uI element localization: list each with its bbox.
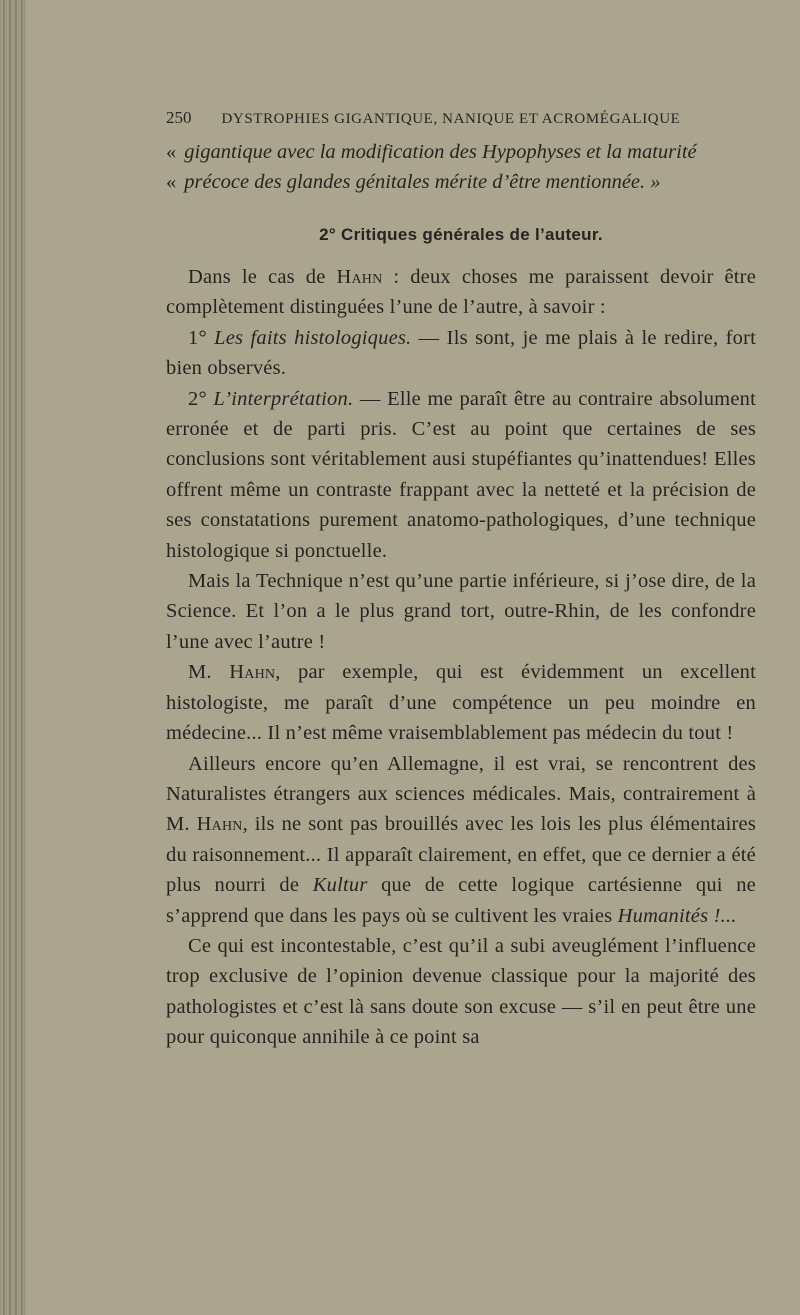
emphasis-humanites: Humanités !... bbox=[617, 904, 737, 927]
body-text bbox=[166, 262, 756, 1053]
running-header bbox=[166, 108, 682, 128]
quote-mark: « bbox=[166, 141, 177, 163]
paragraph: Ce qui est incontestable, c’est qu’il a subi aveuglément l’influence trop exclusive de l’opinion devenue classique pour la majorité des pathologistes et c’est là sans doute son excuse — s’il en peut être une pour quiconque annihile à ce point sa bbox=[166, 934, 756, 1049]
paragraph: M. Hahn, par exemple, qui est évidemment un excellent histologiste, me paraît d’une compétence un peu moindre en médecine... Il n’est même vraisemblablement pas médecin du tout ! bbox=[166, 661, 757, 745]
item-title: Les faits histologiques. bbox=[214, 326, 412, 349]
quote-mark: « bbox=[166, 171, 177, 193]
author-name: Hahn bbox=[229, 661, 276, 684]
running-title: DYSTROPHIES GIGANTIQUE, NANIQUE ET ACROMÉGALIQUE bbox=[221, 111, 681, 127]
paragraph: Ailleurs encore qu’en Allemagne, il est vrai, se rencontrent des Naturalistes étrangers aux sciences médicales. Mais, contrairement à M. Hahn, ils ne sont pas brouillés avec les lois les plus élémentaires du raisonnement... Il apparaît clairement, en effet, que ce dernier a été plus nourri de Kultur que de cette logique cartésienne qui ne s’apprend que dans les pays où se cultivent les vraies Humanités !... bbox=[166, 752, 756, 927]
section-title: 2° Critiques générales de l’auteur. bbox=[319, 225, 603, 244]
quote-text-2: précoce des glandes génitales mérite d’être mentionnée. » bbox=[184, 171, 661, 193]
paragraph: Mais la Technique n’est qu’une partie inférieure, si j’ose dire, de la Science. Et l’on a le plus grand tort, outre-Rhin, de les confondre l’une avec l’autre ! bbox=[166, 570, 756, 653]
paragraph: 1° Les faits histologiques. — Ils sont, je me plais à le redire, fort bien observés. bbox=[166, 326, 756, 380]
item-title: L’interprétation. bbox=[213, 387, 354, 410]
quote-text-1: gigantique avec la modification des Hypophyses et la maturité bbox=[184, 141, 697, 163]
page-number: 250 bbox=[166, 108, 192, 127]
quote-line-1 bbox=[166, 141, 756, 164]
quote-line-2 bbox=[166, 171, 756, 194]
emphasis-kultur: Kultur bbox=[312, 874, 368, 897]
book-binding-edge bbox=[0, 0, 26, 1315]
author-name: Hahn bbox=[336, 266, 383, 288]
paragraph: 2° L’interprétation. — Elle me paraît être au contraire absolument erronée et de parti pris. C’est au point que certaines de ses conclusions sont véritablement ausi stupéfiantes qu’inattendues! Elles offrent même un contraste frappant avec la netteté et la précision de ses constatations purement anatomo-pathologiques, d’une technique histologique si ponctuelle. bbox=[166, 387, 756, 562]
author-name: Hahn bbox=[196, 813, 243, 836]
paragraph: Dans le cas de Hahn : deux choses me paraissent devoir être complètement distinguées l’une de l’autre, à savoir : bbox=[166, 266, 756, 319]
